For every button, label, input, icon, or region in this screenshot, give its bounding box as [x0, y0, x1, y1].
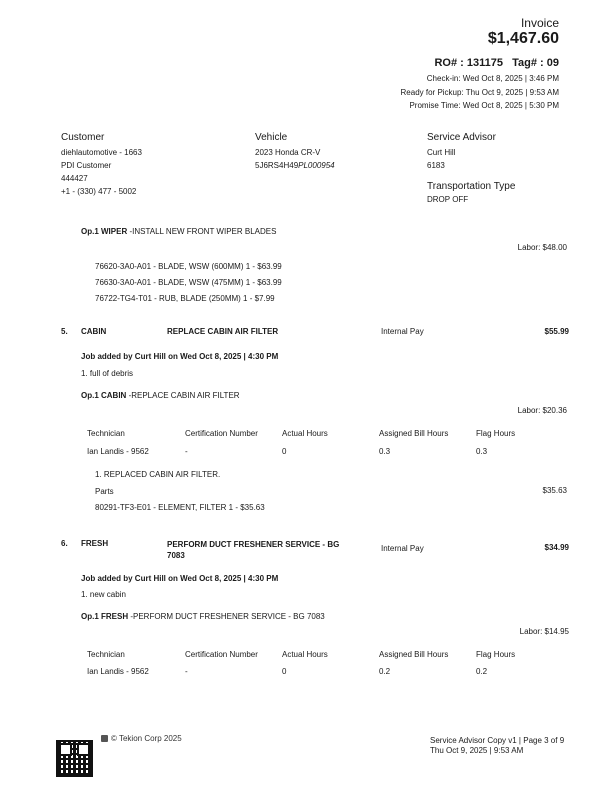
job5-parts-total: $35.63 [542, 486, 567, 495]
invoice-title: Invoice [520, 16, 559, 30]
advisor-block [427, 132, 515, 204]
job6-tech-actual: 0 [282, 667, 287, 676]
job6-tech-flag: 0.2 [476, 667, 488, 676]
job6-title [167, 539, 339, 561]
job5-pay-type: Internal Pay [381, 327, 424, 336]
job5-tech-header-cert: Certification Number [185, 429, 258, 438]
copyright [101, 734, 182, 743]
job5-tech-header-flag: Flag Hours [476, 429, 516, 438]
job6-tech-header-actual: Actual Hours [282, 650, 328, 659]
job5-part: 80291-TF3-E01 - ELEMENT, FILTER 1 - $35.63 [95, 503, 265, 512]
vin-suffix: PL000954 [298, 161, 335, 170]
tekion-logo-icon [101, 735, 108, 742]
wiper-op-line [81, 227, 276, 236]
job6-note: 1. new cabin [81, 590, 126, 599]
vehicle-block [255, 132, 335, 172]
advisor-name: Curt Hill [427, 148, 456, 157]
job5-tech-actual: 0 [282, 447, 287, 456]
vehicle-model: 2023 Honda CR-V [255, 148, 321, 157]
copyright-text: © Tekion Corp 2025 [111, 734, 182, 743]
job5-tech-header-technician: Technician [87, 429, 125, 438]
transport-type: DROP OFF [427, 195, 469, 204]
wiper-parts-list [95, 259, 282, 307]
job6-title-line2: 7083 [167, 551, 185, 560]
vin-prefix: 5J6RS4H49 [255, 161, 299, 170]
vehicle-vin [255, 159, 335, 172]
job6-title-line1: PERFORM DUCT FRESHENER SERVICE - BG [167, 540, 340, 549]
wiper-op-desc: -INSTALL NEW FRONT WIPER BLADES [127, 227, 277, 236]
job5-note: 1. full of debris [81, 369, 134, 378]
wiper-part-2: 76630-3A0-A01 - BLADE, WSW (475MM) 1 - $63.99 [95, 278, 282, 287]
job5-amount: $55.99 [544, 327, 569, 336]
job6-tech-header-assigned: Assigned Bill Hours [379, 650, 449, 659]
job6-code: FRESH [81, 539, 109, 548]
customer-phone: +1 - (330) 477 - 5002 [61, 187, 137, 196]
job5-number: 5. [61, 327, 68, 336]
job6-labor: Labor: $14.95 [519, 627, 569, 636]
job5-code: CABIN [81, 327, 107, 336]
job6-number: 6. [61, 539, 68, 548]
job6-pay-type: Internal Pay [381, 544, 424, 553]
invoice-total: $1,467.60 [487, 30, 559, 47]
checkin-time: Check-in: Wed Oct 8, 2025 | 3:46 PM [426, 74, 559, 83]
job5-added: Job added by Curt Hill on Wed Oct 8, 2025 | 4:30 PM [81, 352, 279, 361]
customer-name: diehlautomotive - 1663 [61, 148, 142, 157]
job5-title: REPLACE CABIN AIR FILTER [167, 327, 279, 336]
job5-tech-assigned: 0.3 [379, 447, 391, 456]
job5-op-line [81, 391, 240, 400]
customer-id: 444427 [61, 174, 88, 183]
job6-tech-cert: - [185, 667, 188, 676]
wiper-op-code: Op.1 WIPER [81, 227, 128, 236]
job5-tech-header-actual: Actual Hours [282, 429, 328, 438]
transport-heading: Transportation Type [427, 181, 516, 192]
job5-op-desc: -REPLACE CABIN AIR FILTER [126, 391, 240, 400]
job5-tech-header-assigned: Assigned Bill Hours [379, 429, 449, 438]
wiper-part-1: 76620-3A0-A01 - BLADE, WSW (600MM) 1 - $63.99 [95, 262, 282, 271]
job6-tech-header-flag: Flag Hours [476, 650, 516, 659]
promise-time: Promise Time: Wed Oct 8, 2025 | 5:30 PM [409, 101, 559, 110]
customer-block [61, 132, 142, 198]
job6-added: Job added by Curt Hill on Wed Oct 8, 2025 | 4:30 PM [81, 574, 279, 583]
wiper-part-3: 76722-TG4-T01 - RUB, BLADE (250MM) 1 - $7.99 [95, 294, 275, 303]
vehicle-heading: Vehicle [255, 132, 288, 143]
ro-tag-line: RO# : 131175 Tag# : 09 [434, 57, 559, 69]
footer-copy-line: Service Advisor Copy v1 | Page 3 of 9 [430, 736, 565, 745]
job6-tech-name: Ian Landis - 9562 [87, 667, 149, 676]
job6-tech-assigned: 0.2 [379, 667, 391, 676]
job6-op-desc: -PERFORM DUCT FRESHENER SERVICE - BG 7083 [128, 612, 325, 621]
job6-op-line [81, 612, 325, 621]
advisor-id: 6183 [427, 161, 445, 170]
job5-tech-flag: 0.3 [476, 447, 488, 456]
wiper-labor: Labor: $48.00 [517, 243, 567, 252]
customer-heading: Customer [61, 132, 105, 143]
job6-amount: $34.99 [544, 543, 569, 552]
job6-tech-header-cert: Certification Number [185, 650, 258, 659]
job6-op-code: Op.1 FRESH [81, 612, 129, 621]
job5-tech-name: Ian Landis - 9562 [87, 447, 149, 456]
ready-time: Ready for Pickup: Thu Oct 9, 2025 | 9:53 AM [400, 88, 559, 97]
advisor-heading: Service Advisor [427, 132, 496, 143]
job6-tech-header-technician: Technician [87, 650, 125, 659]
qr-code-icon [56, 740, 93, 777]
customer-type: PDI Customer [61, 161, 112, 170]
footer-date-line: Thu Oct 9, 2025 | 9:53 AM [430, 746, 524, 755]
job5-correction: 1. REPLACED CABIN AIR FILTER. [95, 470, 221, 479]
job5-parts-heading: Parts [95, 487, 114, 496]
job5-op-code: Op.1 CABIN [81, 391, 127, 400]
job5-labor: Labor: $20.36 [517, 406, 567, 415]
job5-tech-cert: - [185, 447, 188, 456]
